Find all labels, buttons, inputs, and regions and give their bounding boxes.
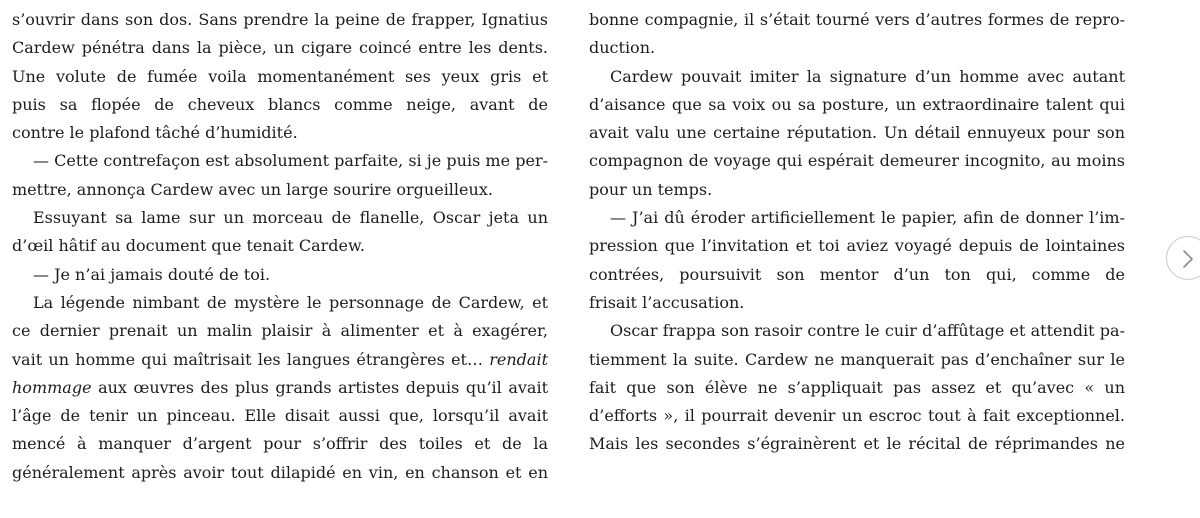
text-line: s’ouvrir dans son dos. Sans prendre la peine de frapper, Ignatius [12, 10, 548, 29]
text-line: Cardew pouvait imiter la signature d’un homme avec autant [610, 66, 1125, 86]
text-line: d’œil hâtif au document que tenait Cardew. [12, 236, 365, 256]
left-text-column [12, 6, 548, 487]
text-line: Oscar frappa son rasoir contre le cuir d’affûtage et attendit pa- [610, 321, 1125, 341]
text-line: Essuyant sa lame sur un morceau de flanelle, Oscar jeta un [33, 208, 548, 228]
text-line: d’aisance que sa voix ou sa posture, un extraordinaire talent qui [589, 94, 1125, 114]
text-line: duction. [589, 38, 656, 58]
text-line: pour un temps. [589, 179, 713, 199]
text-line: Une volute de fumée voila momentanément ses yeux gris et [12, 66, 548, 86]
text-line: puis sa flopée de cheveux blancs comme neige, avant de [12, 94, 548, 114]
text-line: pression que l’invitation et toi aviez voyagé depuis de lointaines [589, 236, 1125, 256]
text-line: Cardew pénétra dans la pièce, un cigare coincé entre les dents. [12, 38, 548, 58]
right-text-column [589, 6, 1125, 459]
text-line: mettre, annonça Cardew avec un large sourire orgueilleux. [12, 179, 493, 199]
text-line: bonne compagnie, il s’était tourné vers d’autres formes de repro- [589, 10, 1125, 29]
text-line: — J’ai dû éroder artificiellement le papier, afin de donner l’im- [610, 208, 1125, 228]
text-line: — Cette contrefaçon est absolument parfaite, si je puis me per- [33, 151, 548, 171]
text-line: avait valu une certaine réputation. Un détail ennuyeux pour son [589, 123, 1125, 143]
text-line: vait un homme qui maîtrisait les langues étrangères et… rendait [12, 349, 548, 369]
italic-text: hommage [12, 377, 92, 397]
chevron-right-icon [1181, 249, 1195, 269]
text-line: contre le plafond tâché d’humidité. [12, 123, 298, 143]
text-line: — Je n’ai jamais douté de toi. [33, 264, 271, 284]
text-line: ce dernier prenait un malin plaisir à alimenter et à exagérer, [12, 321, 548, 341]
text-line: hommage aux œuvres des plus grands artistes depuis qu’il avait [12, 377, 548, 397]
text-line: frisait l’accusation. [589, 292, 745, 312]
text-line: contrées, poursuivit son mentor d’un ton qui, comme de [589, 264, 1125, 284]
text-line: d’efforts », il pourrait devenir un escroc tout à fait exceptionnel. [589, 406, 1125, 426]
next-page-button[interactable] [1166, 236, 1200, 280]
text-line: mencé à manquer d’argent pour s’offrir des toiles et de la [12, 434, 548, 454]
text-line: Mais les secondes s’égrainèrent et le récital de réprimandes ne [589, 434, 1125, 454]
text-line: fait que son élève ne s’appliquait pas assez et qu’avec « un [589, 377, 1125, 397]
text-line: La légende nimbant de mystère le personnage de Cardew, et [33, 292, 548, 312]
text-line: tiemment la suite. Cardew ne manquerait pas d’enchaîner sur le [589, 349, 1125, 369]
text-line: l’âge de tenir un pinceau. Elle disait aussi que, lorsqu’il avait [12, 406, 548, 426]
italic-text: rendait [489, 349, 548, 369]
text-line: compagnon de voyage qui espérait demeurer incognito, au moins [589, 151, 1125, 171]
text-line: généralement après avoir tout dilapidé en vin, en chanson et en [12, 462, 548, 482]
